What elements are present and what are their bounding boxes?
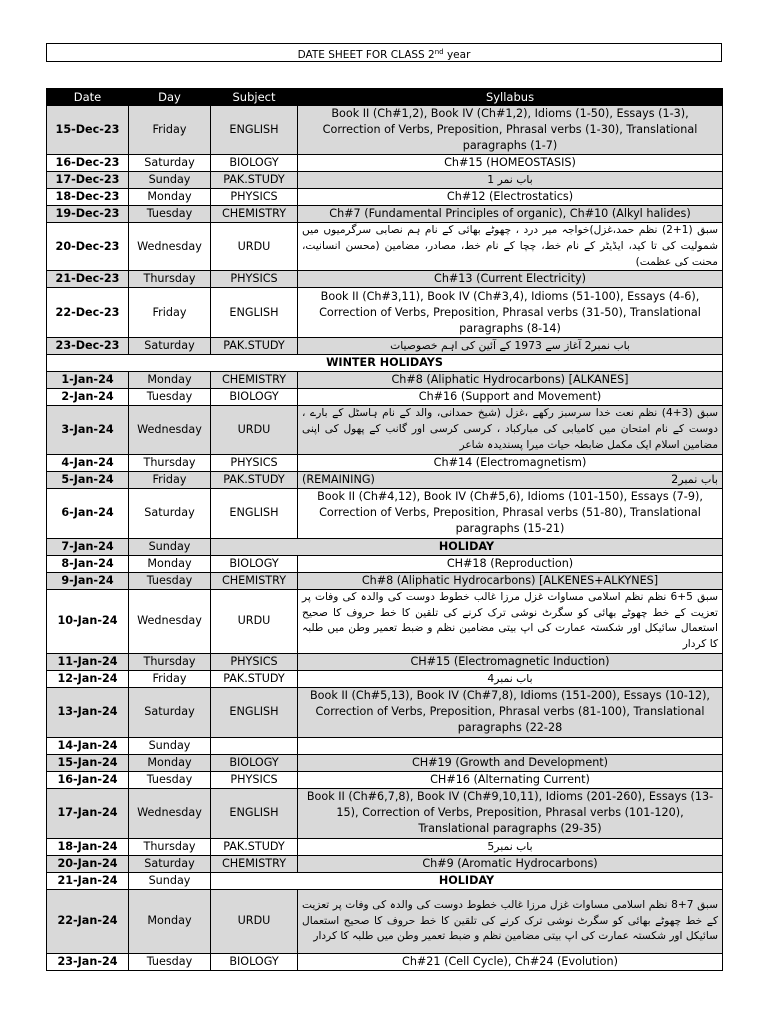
row-day: Wednesday bbox=[129, 788, 211, 838]
header-syllabus: Syllabus bbox=[298, 89, 723, 106]
row-day: Wednesday bbox=[129, 406, 211, 454]
syllabus-remaining: (REMAINING) bbox=[302, 472, 375, 486]
table-row bbox=[47, 953, 723, 970]
row-day: Tuesday bbox=[129, 206, 211, 223]
row-date: 15-Dec-23 bbox=[47, 106, 129, 155]
row-date: 4-Jan-24 bbox=[47, 454, 129, 471]
row-day: Monday bbox=[129, 555, 211, 572]
table-row bbox=[47, 288, 723, 338]
row-date: 23-Jan-24 bbox=[47, 953, 129, 970]
row-date: 10-Jan-24 bbox=[47, 589, 129, 653]
row-syllabus: Ch#21 (Cell Cycle), Ch#24 (Evolution) bbox=[298, 953, 723, 970]
row-date: 19-Dec-23 bbox=[47, 206, 129, 223]
table-row bbox=[47, 589, 723, 653]
table-row bbox=[47, 670, 723, 687]
table-row bbox=[47, 653, 723, 670]
table-row bbox=[47, 271, 723, 288]
row-day: Monday bbox=[129, 189, 211, 206]
table-row bbox=[47, 555, 723, 572]
row-date: 6-Jan-24 bbox=[47, 488, 129, 538]
row-subject: BIOLOGY bbox=[211, 555, 298, 572]
row-subject: BIOLOGY bbox=[211, 953, 298, 970]
title-suffix: year bbox=[443, 49, 471, 61]
header-day: Day bbox=[129, 89, 211, 106]
row-syllabus: Ch#7 (Fundamental Principles of organic), Ch#10 (Alkyl halides) bbox=[298, 206, 723, 223]
row-date: 23-Dec-23 bbox=[47, 338, 129, 355]
row-syllabus bbox=[298, 471, 723, 488]
table-row bbox=[47, 771, 723, 788]
row-date: 22-Jan-24 bbox=[47, 889, 129, 953]
row-subject: ENGLISH bbox=[211, 488, 298, 538]
table-row bbox=[47, 572, 723, 589]
table-row bbox=[47, 172, 723, 189]
table-row bbox=[47, 389, 723, 406]
winter-holidays-label: WINTER HOLIDAYS bbox=[47, 355, 723, 372]
row-syllabus: Book II (Ch#6,7,8), Book IV (Ch#9,10,11), Idioms (201-260), Essays (13-15), Correction of Verbs, Preposition, Phrasal verbs (101-120), Translational paragraphs (29-35) bbox=[298, 788, 723, 838]
row-syllabus: Book II (Ch#1,2), Book IV (Ch#1,2), Idioms (1-50), Essays (1-3), Correction of Verbs, Preposition, Phrasal verbs (1-30), Translational paragraphs (1-7) bbox=[298, 106, 723, 155]
row-date: 21-Dec-23 bbox=[47, 271, 129, 288]
table-row bbox=[47, 838, 723, 855]
row-subject: CHEMISTRY bbox=[211, 572, 298, 589]
table-row bbox=[47, 155, 723, 172]
row-day: Tuesday bbox=[129, 389, 211, 406]
row-subject: URDU bbox=[211, 406, 298, 454]
title-prefix: DATE SHEET FOR CLASS 2 bbox=[297, 49, 435, 61]
row-subject: CHEMISTRY bbox=[211, 372, 298, 389]
table-row bbox=[47, 788, 723, 838]
holiday-row bbox=[47, 872, 723, 889]
row-day: Thursday bbox=[129, 838, 211, 855]
row-date: 17-Jan-24 bbox=[47, 788, 129, 838]
row-syllabus: Ch#12 (Electrostatics) bbox=[298, 189, 723, 206]
row-subject: ENGLISH bbox=[211, 788, 298, 838]
row-syllabus: Ch#14 (Electromagnetism) bbox=[298, 454, 723, 471]
row-syllabus: Ch#8 (Aliphatic Hydrocarbons) [ALKANES] bbox=[298, 372, 723, 389]
row-date: 12-Jan-24 bbox=[47, 670, 129, 687]
row-day: Monday bbox=[129, 754, 211, 771]
row-date: 2-Jan-24 bbox=[47, 389, 129, 406]
table-row bbox=[47, 206, 723, 223]
row-syllabus: Ch#9 (Aromatic Hydrocarbons) bbox=[298, 855, 723, 872]
row-syllabus: Book II (Ch#4,12), Book IV (Ch#5,6), Idioms (101-150), Essays (7-9), Correction of Verbs, Preposition, Phrasal verbs (51-80), Translational paragraphs (15-21) bbox=[298, 488, 723, 538]
row-day: Sunday bbox=[129, 172, 211, 189]
table-row bbox=[47, 855, 723, 872]
row-subject: URDU bbox=[211, 589, 298, 653]
table-row bbox=[47, 488, 723, 538]
row-date: 9-Jan-24 bbox=[47, 572, 129, 589]
row-day: Friday bbox=[129, 471, 211, 488]
row-day: Monday bbox=[129, 889, 211, 953]
row-date: 7-Jan-24 bbox=[47, 538, 129, 555]
row-day: Saturday bbox=[129, 855, 211, 872]
row-date: 15-Jan-24 bbox=[47, 754, 129, 771]
row-day: Saturday bbox=[129, 338, 211, 355]
row-date: 17-Dec-23 bbox=[47, 172, 129, 189]
winter-holidays-row bbox=[47, 355, 723, 372]
row-day: Sunday bbox=[129, 872, 211, 889]
row-day: Thursday bbox=[129, 454, 211, 471]
table-row bbox=[47, 471, 723, 488]
syllabus-urdu-chapter: باب نمبر2 bbox=[671, 472, 718, 486]
row-subject: PHYSICS bbox=[211, 189, 298, 206]
holiday-label: HOLIDAY bbox=[211, 872, 723, 889]
row-day: Sunday bbox=[129, 538, 211, 555]
date-sheet-title bbox=[46, 43, 722, 62]
row-date: 16-Dec-23 bbox=[47, 155, 129, 172]
row-subject: CHEMISTRY bbox=[211, 206, 298, 223]
table-row bbox=[47, 406, 723, 454]
row-date: 18-Jan-24 bbox=[47, 838, 129, 855]
row-day: Wednesday bbox=[129, 223, 211, 271]
table-row bbox=[47, 889, 723, 953]
title-superscript: nd bbox=[434, 48, 444, 56]
row-subject bbox=[211, 737, 298, 754]
row-day: Friday bbox=[129, 288, 211, 338]
header-date: Date bbox=[47, 89, 129, 106]
row-subject: BIOLOGY bbox=[211, 155, 298, 172]
row-subject: ENGLISH bbox=[211, 106, 298, 155]
row-date: 5-Jan-24 bbox=[47, 471, 129, 488]
row-subject: PAK.STUDY bbox=[211, 838, 298, 855]
table-row bbox=[47, 372, 723, 389]
row-date: 22-Dec-23 bbox=[47, 288, 129, 338]
row-subject: URDU bbox=[211, 889, 298, 953]
row-syllabus: سبق (3+4) نظم نعت خدا سرسبز رکھے ،غزل (شیخ حمدانی، والد کے نام ہاسٹل کے بارے ، دوست کے نام امتحان میں کامیابی کی مبارکباد ، کرسی کرسی اور گانب کے پھول کی اپنی مضامین اسلام ایک مکمل ضابطہ حیات میرا پسندیدہ شاعر bbox=[298, 406, 723, 454]
row-syllabus: CH#15 (Electromagnetic Induction) bbox=[298, 653, 723, 670]
row-date: 16-Jan-24 bbox=[47, 771, 129, 788]
row-date: 21-Jan-24 bbox=[47, 872, 129, 889]
row-day: Tuesday bbox=[129, 953, 211, 970]
header-subject: Subject bbox=[211, 89, 298, 106]
table-row bbox=[47, 223, 723, 271]
table-row bbox=[47, 737, 723, 754]
table-row bbox=[47, 454, 723, 471]
row-date: 11-Jan-24 bbox=[47, 653, 129, 670]
header-row bbox=[47, 89, 723, 106]
row-subject: PAK.STUDY bbox=[211, 172, 298, 189]
holiday-row bbox=[47, 538, 723, 555]
row-day: Wednesday bbox=[129, 589, 211, 653]
row-syllabus: Ch#13 (Current Electricity) bbox=[298, 271, 723, 288]
holiday-label: HOLIDAY bbox=[211, 538, 723, 555]
row-syllabus: Book II (Ch#3,11), Book IV (Ch#3,4), Idioms (51-100), Essays (4-6), Correction of Verbs, Preposition, Phrasal verbs (31-50), Translational paragraphs (8-14) bbox=[298, 288, 723, 338]
row-date: 1-Jan-24 bbox=[47, 372, 129, 389]
row-subject: PAK.STUDY bbox=[211, 670, 298, 687]
row-day: Saturday bbox=[129, 488, 211, 538]
row-syllabus: Ch#15 (HOMEOSTASIS) bbox=[298, 155, 723, 172]
row-subject: PAK.STUDY bbox=[211, 471, 298, 488]
row-syllabus: CH#16 (Alternating Current) bbox=[298, 771, 723, 788]
row-subject: PHYSICS bbox=[211, 653, 298, 670]
row-day: Thursday bbox=[129, 653, 211, 670]
row-subject: PHYSICS bbox=[211, 271, 298, 288]
row-syllabus: CH#18 (Reproduction) bbox=[298, 555, 723, 572]
table-row bbox=[47, 189, 723, 206]
row-subject: BIOLOGY bbox=[211, 389, 298, 406]
row-day: Saturday bbox=[129, 155, 211, 172]
row-day: Tuesday bbox=[129, 771, 211, 788]
date-sheet-table bbox=[46, 88, 723, 971]
row-syllabus: Book II (Ch#5,13), Book IV (Ch#7,8), Idioms (151-200), Essays (10-12), Correction of Verbs, Preposition, Phrasal verbs (81-100), Translational paragraphs (22-28 bbox=[298, 687, 723, 737]
row-syllabus: سبق (1+2) نظم حمد،غزل)خواجہ میر درد ، چھوٹے بھائی کے نام ہم نصابی سرگرمیوں میں شمولیت کی تا کید، ایڈیٹر کے نام خط، چچا کے نام خط، مصادر، مضامین (محسن انسانیت، محنت کی عظمت) bbox=[298, 223, 723, 271]
row-date: 20-Dec-23 bbox=[47, 223, 129, 271]
row-subject: PAK.STUDY bbox=[211, 338, 298, 355]
row-syllabus: CH#19 (Growth and Development) bbox=[298, 754, 723, 771]
row-syllabus: Ch#8 (Aliphatic Hydrocarbons) [ALKENES+ALKYNES] bbox=[298, 572, 723, 589]
row-day: Tuesday bbox=[129, 572, 211, 589]
row-date: 8-Jan-24 bbox=[47, 555, 129, 572]
row-syllabus: سبق 7+8 نظم اسلامی مساوات غزل مرزا غالب خطوط دوست کی والدہ کی وفات پر تعزیت کے خط چھوٹے بھائی کو سگرٹ نوشی ترک کرنے کی تلقین کا خط حروف کا صحیح استعمال سائیکل اور شکستہ عمارت کی اپ بیتی مضامین نظم و ضبط تعمیر وطن میں طلبہ کا کردار bbox=[298, 889, 723, 953]
row-subject: CHEMISTRY bbox=[211, 855, 298, 872]
row-day: Friday bbox=[129, 106, 211, 155]
table-row bbox=[47, 106, 723, 155]
row-subject: URDU bbox=[211, 223, 298, 271]
row-subject: ENGLISH bbox=[211, 687, 298, 737]
row-subject: BIOLOGY bbox=[211, 754, 298, 771]
row-syllabus: Ch#16 (Support and Movement) bbox=[298, 389, 723, 406]
row-date: 14-Jan-24 bbox=[47, 737, 129, 754]
row-date: 3-Jan-24 bbox=[47, 406, 129, 454]
row-subject: PHYSICS bbox=[211, 771, 298, 788]
row-date: 20-Jan-24 bbox=[47, 855, 129, 872]
row-syllabus bbox=[298, 737, 723, 754]
table-row bbox=[47, 687, 723, 737]
row-subject: ENGLISH bbox=[211, 288, 298, 338]
row-syllabus: باب نمبر4 bbox=[298, 670, 723, 687]
row-syllabus: سبق 5+6 نظم نظم اسلامی مساوات غزل مرزا غالب خطوط دوست کی والدہ کی وفات پر تعزیت کے خط چھوٹے بھائی کو سگرٹ نوشی ترک کرنے کی تلقین کا خط حروف کا صحیح استعمال سائیکل اور شکستہ عمارت کی اپ بیتی مضامین نظم و ضبط تعمیر وطن میں طلبہ کا کردار bbox=[298, 589, 723, 653]
row-day: Friday bbox=[129, 670, 211, 687]
row-syllabus: باب نمبر5 bbox=[298, 838, 723, 855]
table-row bbox=[47, 754, 723, 771]
row-day: Saturday bbox=[129, 687, 211, 737]
table-row bbox=[47, 338, 723, 355]
row-day: Thursday bbox=[129, 271, 211, 288]
row-date: 18-Dec-23 bbox=[47, 189, 129, 206]
row-syllabus: باب نمبر2 آغاز سے 1973 کے آئین کی اہم خصوصیات bbox=[298, 338, 723, 355]
row-day: Sunday bbox=[129, 737, 211, 754]
row-date: 13-Jan-24 bbox=[47, 687, 129, 737]
row-day: Monday bbox=[129, 372, 211, 389]
row-syllabus: باب نمر 1 bbox=[298, 172, 723, 189]
row-subject: PHYSICS bbox=[211, 454, 298, 471]
